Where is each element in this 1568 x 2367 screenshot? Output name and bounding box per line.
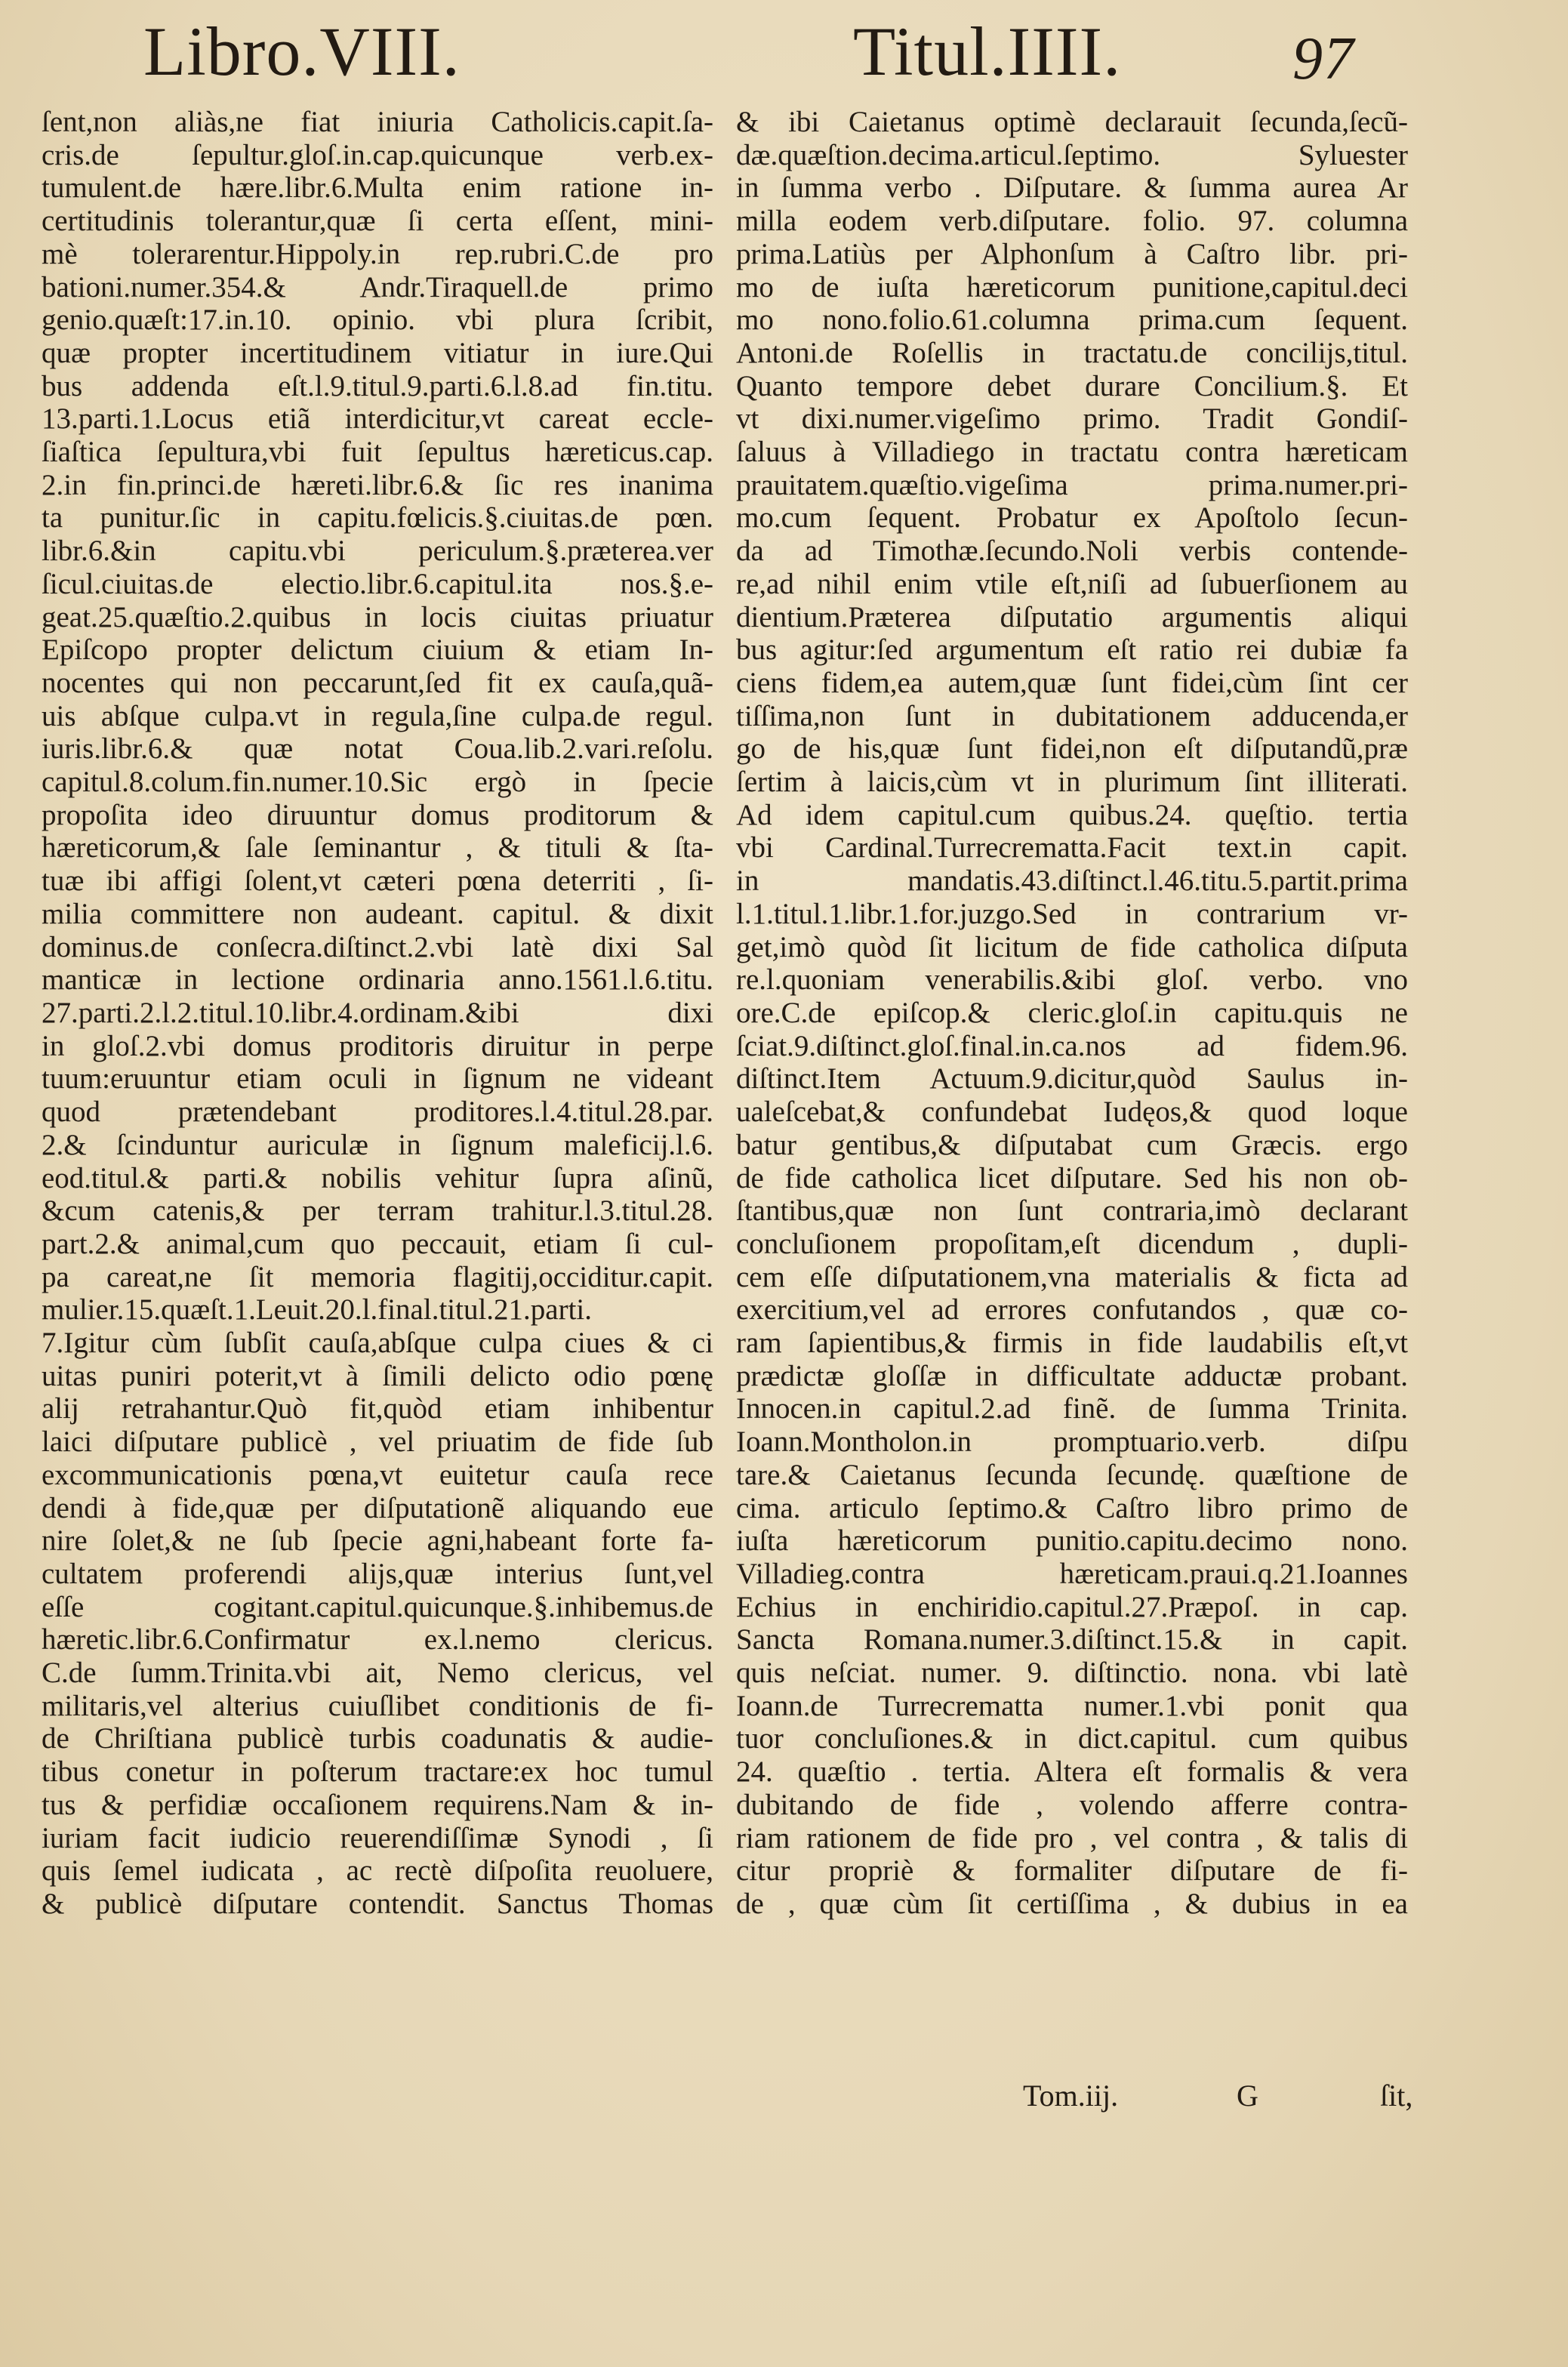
text-line: bus addenda eſt.l.9.titul.9.parti.6.l.8.ad fin.titu. <box>42 369 713 402</box>
text-line: ſaluus à Villadiego in tractatu contra hæreticam <box>736 436 1408 469</box>
text-line: Sancta Romana.numer.3.diſtinct.15.& in capit. <box>736 1623 1408 1657</box>
text-line: prauitatem.quæſtio.vigeſima prima.numer.pri- <box>736 468 1408 501</box>
text-line: ſiaſtica ſepultura,vbi fuit ſepultus hæreticus.cap. <box>42 436 713 469</box>
text-line: dæ.quæſtion.decima.articul.ſeptimo. Syluester <box>736 138 1408 171</box>
text-line: nocentes qui non peccarunt,ſed fit ex cauſa,quã- <box>42 666 713 699</box>
text-line: mè tolerarentur.Hippoly.in rep.rubri.C.de pro <box>42 237 713 270</box>
text-line: &cum catenis,& per terram trahitur.l.3.titul.28. <box>42 1194 713 1228</box>
text-line: milla eodem verb.diſputare. folio. 97. columna <box>736 205 1408 238</box>
text-line: uis abſque culpa.vt in regula,ſine culpa.de regul. <box>42 699 713 732</box>
text-line: ualeſcebat,& confundebat Iudęos,& quod loque <box>736 1096 1408 1129</box>
text-line: quis neſciat. numer. 9. diſtinctio. nona. vbi latè <box>736 1657 1408 1690</box>
text-line: prædictæ gloſſæ in difficultate adductæ probant. <box>736 1359 1408 1392</box>
text-line: ſicul.ciuitas.de electio.libr.6.capitul.ita nos.§.e- <box>42 567 713 600</box>
left-text-column <box>42 106 713 1921</box>
text-line: de fide catholica licet diſputare. Sed his non ob- <box>736 1161 1408 1194</box>
text-line: tumulent.de hære.libr.6.Multa enim ratione in- <box>42 171 713 205</box>
text-line: tuor concluſiones.& in dict.capitul. cum quibus <box>736 1722 1408 1755</box>
text-line: tuæ ibi affigi ſolent,vt cæteri pœna deterriti , ſi- <box>42 865 713 898</box>
text-line: eſſe cogitant.capitul.quicunque.§.inhibemus.de <box>42 1590 713 1623</box>
text-line: hæretic.libr.6.Confirmatur ex.l.nemo clericus. <box>42 1623 713 1657</box>
text-line: cem eſſe diſputationem,vna materialis & ficta ad <box>736 1260 1408 1293</box>
text-line: excommunicationis pœna,vt euitetur cauſa rece <box>42 1458 713 1491</box>
text-line: in ſumma verbo . Diſputare. & ſumma aurea Ar <box>736 171 1408 205</box>
text-line: ore.C.de epiſcop.& cleric.gloſ.in capitu.quis ne <box>736 996 1408 1029</box>
page-number: 97 <box>1292 26 1354 92</box>
text-line: Epiſcopo propter delictum ciuium & etiam In- <box>42 633 713 667</box>
text-line: Villadieg.contra hæreticam.praui.q.21.Ioannes <box>736 1557 1408 1590</box>
text-line: certitudinis tolerantur,quæ ſi certa eſſent, mini- <box>42 205 713 238</box>
text-line: 13.parti.1.Locus etiã interdicitur,vt careat eccle- <box>42 402 713 436</box>
text-line: mo de iuſta hæreticorum punitione,capitul.deci <box>736 270 1408 304</box>
catchword: ſit, <box>1380 2079 1413 2113</box>
text-line: eod.titul.& parti.& nobilis vehitur ſupra aſinũ, <box>42 1161 713 1194</box>
text-line: prima.Latiùs per Alphonſum à Caſtro libr. pri- <box>736 237 1408 270</box>
text-line: quod prætendebant proditores.l.4.titul.28.par. <box>42 1096 713 1129</box>
text-line: 2.in fin.princi.de hæreti.libr.6.& ſic res inanima <box>42 468 713 501</box>
text-line: go de his,quæ ſunt fidei,non eſt diſputandũ,præ <box>736 732 1408 766</box>
text-line: hæreticorum,& ſale ſeminantur , & tituli & ſta- <box>42 831 713 865</box>
text-line: & ibi Caietanus optimè declarauit ſecunda,ſecũ- <box>736 106 1408 138</box>
text-line: riam rationem de fide pro , vel contra , & talis di <box>736 1821 1408 1854</box>
text-line: 27.parti.2.l.2.titul.10.libr.4.ordinam.&ibi dixi <box>42 996 713 1029</box>
text-line: tus & perfidiæ occaſionem requirens.Nam & in- <box>42 1788 713 1821</box>
text-line: geat.25.quæſtio.2.quibus in locis ciuitas priuatur <box>42 600 713 633</box>
text-line: da ad Timothæ.ſecundo.Noli verbis contende- <box>736 535 1408 568</box>
text-line: concluſionem propoſitam,eſt dicendum , dupli- <box>736 1227 1408 1260</box>
text-line: Innocen.in capitul.2.ad finẽ. de ſumma Trinita. <box>736 1392 1408 1425</box>
text-line: mo.cum ſequent. Probatur ex Apoſtolo ſecun- <box>736 501 1408 535</box>
text-line: militaris,vel alterius cuiuſlibet conditionis de fi- <box>42 1689 713 1722</box>
text-line: dientium.Præterea diſputatio argumentis aliqui <box>736 600 1408 633</box>
signature-mark: Tom.iij. <box>1023 2079 1119 2113</box>
text-line: batur gentibus,& diſputabat cum Græcis. ergo <box>736 1128 1408 1161</box>
text-line: in mandatis.43.diſtinct.l.46.titu.5.partit.prima <box>736 865 1408 898</box>
text-line: bationi.numer.354.& Andr.Tiraquell.de primo <box>42 270 713 304</box>
text-line: 7.Igitur cùm ſubſit cauſa,abſque culpa ciues & ci <box>42 1327 713 1360</box>
text-line: part.2.& animal,cum quo peccauit, etiam ſi cul- <box>42 1227 713 1260</box>
text-line: uitas puniri poterit,vt à ſimili delicto odio pœnę <box>42 1359 713 1392</box>
text-line: ſciat.9.diſtinct.gloſ.final.in.ca.nos ad fidem.96. <box>736 1029 1408 1062</box>
text-line: ram ſapientibus,& firmis in fide laudabilis eſt,vt <box>736 1327 1408 1360</box>
text-line: iuris.libr.6.& quæ notat Coua.lib.2.vari.reſolu. <box>42 732 713 766</box>
text-line: tibus conetur in poſterum tractare:ex hoc tumul <box>42 1755 713 1789</box>
text-line: alij retrahantur.Quò fit,quòd etiam inhibentur <box>42 1392 713 1425</box>
text-line: nire ſolet,& ne ſub ſpecie agni,habeant forte fa- <box>42 1524 713 1558</box>
text-line: iuſta hæreticorum punitio.capitu.decimo nono. <box>736 1524 1408 1558</box>
text-line: laici diſputare publicè , vel priuatim de fide ſub <box>42 1425 713 1459</box>
text-line: Echius in enchiridio.capitul.27.Præpoſ. in cap. <box>736 1590 1408 1623</box>
text-line: manticæ in lectione ordinaria anno.1561.l.6.titu. <box>42 963 713 997</box>
text-line: & publicè diſputare contendit. Sanctus Thomas <box>42 1887 713 1920</box>
text-line: capitul.8.colum.fin.numer.10.Sic ergò in ſpecie <box>42 766 713 799</box>
right-text-column <box>736 106 1408 1921</box>
text-line: cima. articulo ſeptimo.& Caſtro libro primo de <box>736 1491 1408 1524</box>
signature-letter: G <box>1237 2079 1258 2113</box>
text-line: de , quæ cùm ſit certiſſima , & dubius in ea <box>736 1887 1408 1920</box>
text-line: tuum:eruuntur etiam oculi in ſignum ne videant <box>42 1062 713 1096</box>
text-line: libr.6.&in capitu.vbi periculum.§.præterea.ver <box>42 535 713 568</box>
text-line: Ioann.de Turrecrematta numer.1.vbi ponit qua <box>736 1689 1408 1722</box>
text-line: genio.quæſt:17.in.10. opinio. vbi plura ſcribit, <box>42 304 713 337</box>
text-line: exercitium,vel ad errores confutandos , quæ co- <box>736 1293 1408 1327</box>
text-line: 2.& ſcinduntur auriculæ in ſignum maleficij.l.6. <box>42 1128 713 1161</box>
text-line: re,ad nihil enim vtile eſt,niſi ad ſubuerſionem au <box>736 567 1408 600</box>
text-line: propoſita ideo diruuntur domus proditorum & <box>42 798 713 831</box>
running-head-book: Libro.VIII. <box>143 13 461 90</box>
text-line: dominus.de conſecra.diſtinct.2.vbi latè dixi Sal <box>42 930 713 963</box>
text-line: dendi à fide,quæ per diſputationẽ aliquando eue <box>42 1491 713 1524</box>
text-line: tiſſima,non ſunt in dubitationem adducenda,er <box>736 699 1408 732</box>
text-line: Ioann.Montholon.in promptuario.verb. diſpu <box>736 1425 1408 1459</box>
text-line: mulier.15.quæſt.1.Leuit.20.l.final.titul.21.parti. <box>42 1293 593 1327</box>
running-head-title: Titul.IIII. <box>853 13 1122 90</box>
text-line: ta punitur.ſic in capitu.fœlicis.§.ciuitas.de pœn. <box>42 501 713 535</box>
text-line: Antoni.de Roſellis in tractatu.de concilijs,titul. <box>736 336 1408 369</box>
text-line: quæ propter incertitudinem vitiatur in iure.Qui <box>42 336 713 369</box>
text-line: ciens fidem,ea autem,quæ ſunt fidei,cùm ſint cer <box>736 666 1408 699</box>
text-line: dubitando de fide , volendo afferre contra- <box>736 1788 1408 1821</box>
text-line: re.l.quoniam venerabilis.&ibi gloſ. verbo. vno <box>736 963 1408 997</box>
text-line: cultatem proferendi alijs,quæ interius ſunt,vel <box>42 1557 713 1590</box>
text-line: milia committere non audeant. capitul. & dixit <box>42 897 713 930</box>
text-line: get,imò quòd ſit licitum de fide catholica diſputa <box>736 930 1408 963</box>
text-line: l.1.titul.1.libr.1.for.juzgo.Sed in contrarium vr- <box>736 897 1408 930</box>
text-line: citur propriè & formaliter diſputare de fi- <box>736 1854 1408 1888</box>
text-line: vbi Cardinal.Turrecrematta.Facit text.in capit. <box>736 831 1408 865</box>
text-line: tare.& Caietanus ſecunda ſecundę. quæſtione de <box>736 1458 1408 1491</box>
text-line: Ad idem capitul.cum quibus.24. quęſtio. tertia <box>736 798 1408 831</box>
text-line: in gloſ.2.vbi domus proditoris diruitur in perpe <box>42 1029 713 1062</box>
text-line: 24. quæſtio . tertia. Altera eſt formalis & vera <box>736 1755 1408 1789</box>
text-line: quis ſemel iudicata , ac rectè diſpoſita reuoluere, <box>42 1854 713 1888</box>
text-line: pa careat,ne ſit memoria flagitij,occiditur.capit. <box>42 1260 713 1293</box>
text-line: C.de ſumm.Trinita.vbi ait, Nemo clericus, vel <box>42 1657 713 1690</box>
text-line: ſent,non aliàs,ne fiat iniuria Catholicis.capit.ſa- <box>42 106 713 138</box>
text-line: bus agitur:ſed argumentum eſt ratio rei dubiæ fa <box>736 633 1408 667</box>
text-line: cris.de ſepultur.gloſ.in.cap.quicunque verb.ex- <box>42 138 713 171</box>
text-line: de Chriſtiana publicè turbis coadunatis & audie- <box>42 1722 713 1755</box>
text-line: iuriam facit iudicio reuerendiſſimæ Synodi , ſi <box>42 1821 713 1854</box>
text-line: diſtinct.Item Actuum.9.dicitur,quòd Saulus in- <box>736 1062 1408 1096</box>
text-line: Quanto tempore debet durare Concilium.§. Et <box>736 369 1408 402</box>
text-line: ſtantibus,quæ non ſunt contraria,imò declarant <box>736 1194 1408 1228</box>
text-line: vt dixi.numer.vigeſimo primo. Tradit Gondiſ- <box>736 402 1408 436</box>
text-line: ſertim à laicis,cùm vt in plurimum ſint illiterati. <box>736 766 1408 799</box>
text-line: mo nono.folio.61.columna prima.cum ſequent. <box>736 304 1408 337</box>
